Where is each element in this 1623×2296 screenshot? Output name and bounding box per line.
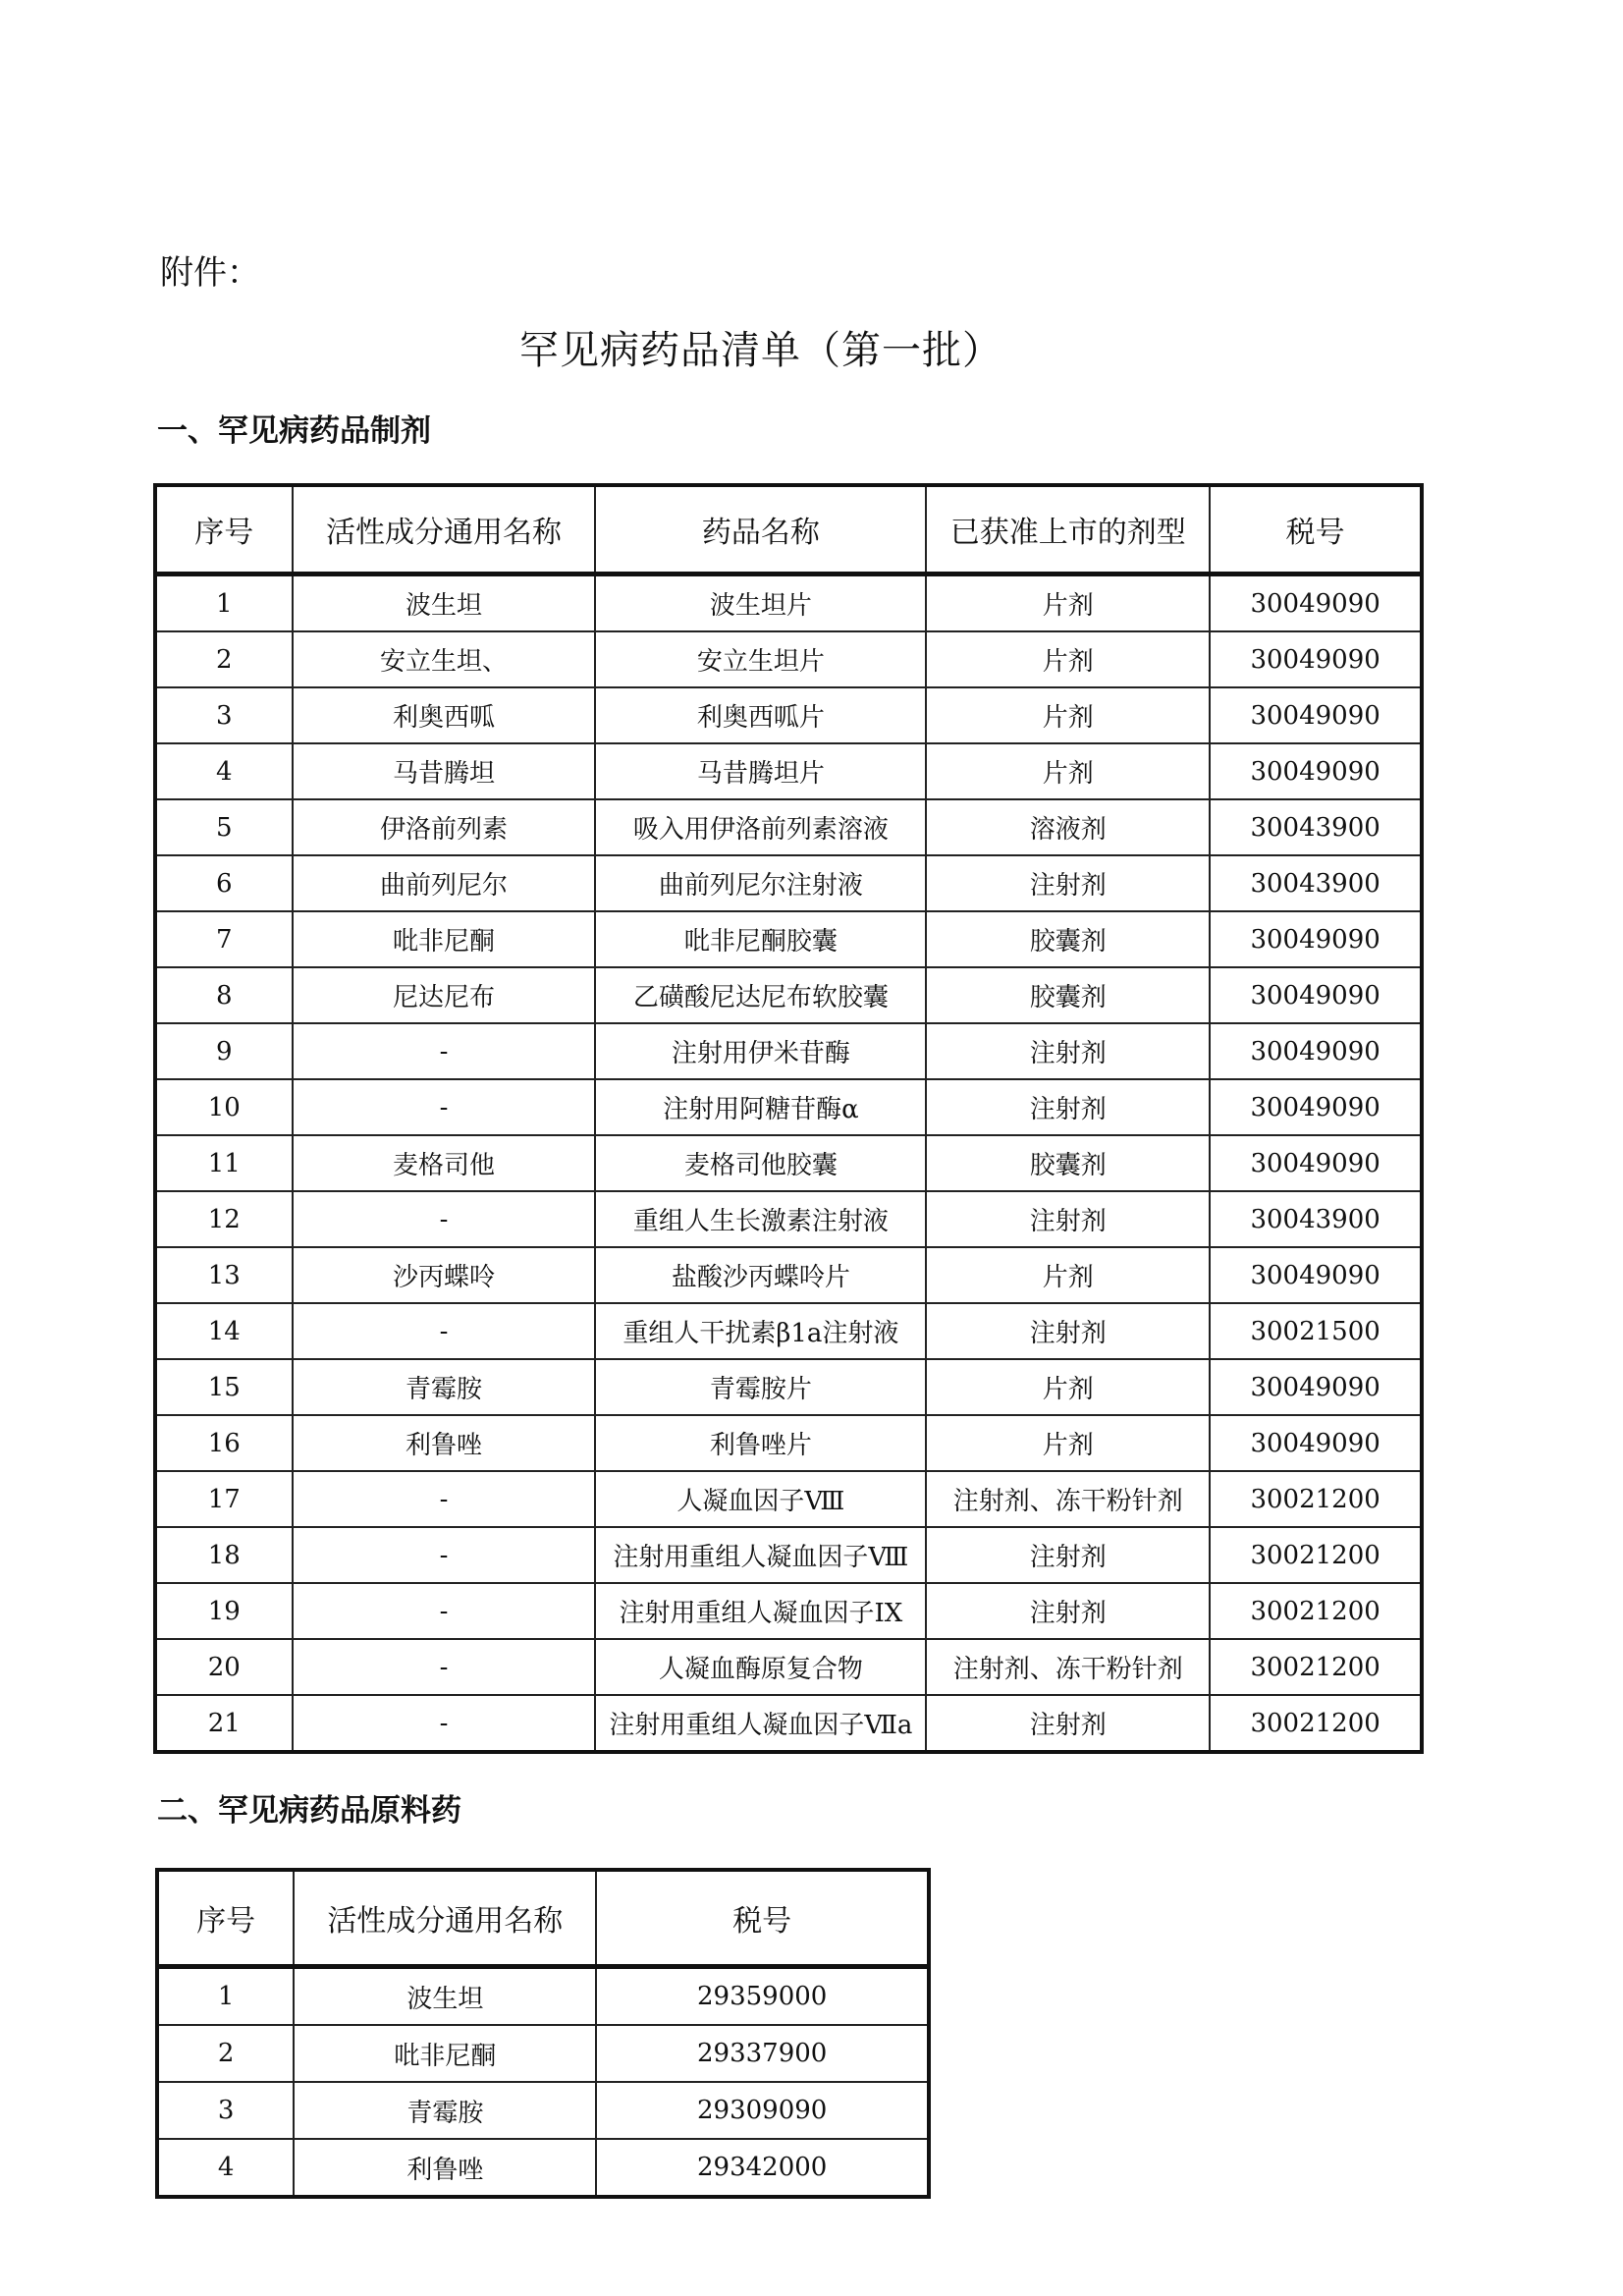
table-cell: 片剂 <box>926 1415 1210 1471</box>
table-cell: 片剂 <box>926 1359 1210 1415</box>
table-cell: 12 <box>155 1191 293 1247</box>
table-cell: 麦格司他 <box>293 1135 596 1191</box>
table-cell: 溶液剂 <box>926 799 1210 855</box>
table-cell: 4 <box>155 743 293 799</box>
table-cell: 利鲁唑 <box>293 1415 596 1471</box>
table-cell: 20 <box>155 1639 293 1695</box>
table-cell: 波生坦 <box>294 1967 596 2026</box>
table-cell: 30049090 <box>1210 574 1422 632</box>
table-cell: 注射剂 <box>926 1023 1210 1079</box>
table-cell: 吡非尼酮 <box>293 911 596 967</box>
table-cell: 10 <box>155 1079 293 1135</box>
table-cell: 吡非尼酮胶囊 <box>595 911 926 967</box>
table-row <box>155 1527 1422 1583</box>
table-row <box>155 1303 1422 1359</box>
table-cell: 30021200 <box>1210 1527 1422 1583</box>
table-header-row <box>155 485 1422 574</box>
table-row <box>155 687 1422 743</box>
raw-materials-table <box>155 1868 931 2199</box>
header-cell: 税号 <box>596 1870 929 1967</box>
table-row <box>155 1695 1422 1752</box>
table-cell: 注射剂 <box>926 1303 1210 1359</box>
table-cell: 安立生坦片 <box>595 631 926 687</box>
table-cell: 尼达尼布 <box>293 967 596 1023</box>
table-row <box>155 799 1422 855</box>
table-cell: - <box>293 1079 596 1135</box>
table-row <box>155 1247 1422 1303</box>
table-cell: 16 <box>155 1415 293 1471</box>
table-cell: 6 <box>155 855 293 911</box>
table-cell: 乙磺酸尼达尼布软胶囊 <box>595 967 926 1023</box>
table-cell: 青霉胺 <box>293 1359 596 1415</box>
table-row <box>157 2139 929 2197</box>
header-cell: 活性成分通用名称 <box>293 485 596 574</box>
header-cell: 税号 <box>1210 485 1422 574</box>
table-cell: 注射用重组人凝血因子IX <box>595 1583 926 1639</box>
table-cell: 片剂 <box>926 574 1210 632</box>
table-cell: 青霉胺 <box>294 2082 596 2139</box>
table-cell: 胶囊剂 <box>926 911 1210 967</box>
table-cell: 吸入用伊洛前列素溶液 <box>595 799 926 855</box>
table-cell: 30021500 <box>1210 1303 1422 1359</box>
table-cell: 波生坦 <box>293 574 596 632</box>
table-cell: 2 <box>157 2025 294 2082</box>
table-cell: 15 <box>155 1359 293 1415</box>
table-cell: 30043900 <box>1210 855 1422 911</box>
table-cell: 利鲁唑片 <box>595 1415 926 1471</box>
table-cell: 30049090 <box>1210 1023 1422 1079</box>
table-cell: 8 <box>155 967 293 1023</box>
table-cell: 胶囊剂 <box>926 967 1210 1023</box>
table-cell: 青霉胺片 <box>595 1359 926 1415</box>
table-cell: 注射剂、冻干粉针剂 <box>926 1639 1210 1695</box>
table-cell: 4 <box>157 2139 294 2197</box>
table-cell: - <box>293 1191 596 1247</box>
header-cell: 已获准上市的剂型 <box>926 485 1210 574</box>
table-cell: 注射剂 <box>926 1079 1210 1135</box>
table-row <box>155 1639 1422 1695</box>
table-row <box>155 574 1422 632</box>
table-cell: 利奥西呱片 <box>595 687 926 743</box>
table-cell: 30049090 <box>1210 631 1422 687</box>
table-cell: 安立生坦、 <box>293 631 596 687</box>
table-cell: 重组人生长激素注射液 <box>595 1191 926 1247</box>
table-cell: 注射剂 <box>926 1695 1210 1752</box>
header-cell: 药品名称 <box>595 485 926 574</box>
table-cell: 胶囊剂 <box>926 1135 1210 1191</box>
table-row <box>157 1967 929 2026</box>
table-cell: 盐酸沙丙蝶呤片 <box>595 1247 926 1303</box>
table-cell: 沙丙蝶呤 <box>293 1247 596 1303</box>
table-cell: 片剂 <box>926 687 1210 743</box>
table-row <box>157 2025 929 2082</box>
table-cell: 30049090 <box>1210 1135 1422 1191</box>
table-cell: 7 <box>155 911 293 967</box>
table-cell: 30049090 <box>1210 1079 1422 1135</box>
table-cell: 注射用重组人凝血因子Ⅷ <box>595 1527 926 1583</box>
header-cell: 序号 <box>155 485 293 574</box>
table-cell: 29309090 <box>596 2082 929 2139</box>
table-cell: 注射用伊米苷酶 <box>595 1023 926 1079</box>
table-cell: 21 <box>155 1695 293 1752</box>
table-cell: 29342000 <box>596 2139 929 2197</box>
table-row <box>155 631 1422 687</box>
section2-heading: 二、罕见病药品原料药 <box>157 1793 461 1829</box>
attachment-label: 附件： <box>160 253 260 293</box>
table-cell: 18 <box>155 1527 293 1583</box>
table-cell: 波生坦片 <box>595 574 926 632</box>
table-row <box>155 1471 1422 1527</box>
table-cell: 片剂 <box>926 631 1210 687</box>
table-cell: - <box>293 1639 596 1695</box>
table-cell: 30049090 <box>1210 1359 1422 1415</box>
table-cell: - <box>293 1695 596 1752</box>
table-cell: 30049090 <box>1210 1415 1422 1471</box>
table-cell: 注射剂、冻干粉针剂 <box>926 1471 1210 1527</box>
table-cell: - <box>293 1583 596 1639</box>
table-row <box>155 1135 1422 1191</box>
table-cell: 14 <box>155 1303 293 1359</box>
table-cell: 曲前列尼尔 <box>293 855 596 911</box>
table-row <box>155 743 1422 799</box>
table-cell: 5 <box>155 799 293 855</box>
table-cell: 1 <box>155 574 293 632</box>
table-cell: 3 <box>155 687 293 743</box>
table-row <box>155 1415 1422 1471</box>
table-cell: 19 <box>155 1583 293 1639</box>
table-cell: 注射剂 <box>926 1191 1210 1247</box>
table-cell: 注射用阿糖苷酶α <box>595 1079 926 1135</box>
table-cell: 1 <box>157 1967 294 2026</box>
table-cell: 2 <box>155 631 293 687</box>
table-cell: - <box>293 1527 596 1583</box>
section1-heading: 一、罕见病药品制剂 <box>157 413 431 449</box>
table-header-row <box>157 1870 929 1967</box>
table-cell: 30049090 <box>1210 687 1422 743</box>
table-cell: 17 <box>155 1471 293 1527</box>
table-cell: 29337900 <box>596 2025 929 2082</box>
table-cell: 片剂 <box>926 1247 1210 1303</box>
table-cell: 吡非尼酮 <box>294 2025 596 2082</box>
table-row <box>155 967 1422 1023</box>
table-cell: 30021200 <box>1210 1583 1422 1639</box>
table-row <box>157 2082 929 2139</box>
table-row <box>155 911 1422 967</box>
table-cell: 30021200 <box>1210 1639 1422 1695</box>
table-cell: 30043900 <box>1210 799 1422 855</box>
table-cell: 3 <box>157 2082 294 2139</box>
table-cell: 人凝血因子Ⅷ <box>595 1471 926 1527</box>
table-cell: 30049090 <box>1210 967 1422 1023</box>
document-title: 罕见病药品清单（第一批） <box>519 328 1002 373</box>
table-cell: 马昔腾坦片 <box>595 743 926 799</box>
table-cell: 11 <box>155 1135 293 1191</box>
table-cell: 注射用重组人凝血因子Ⅶa <box>595 1695 926 1752</box>
table-cell: 人凝血酶原复合物 <box>595 1639 926 1695</box>
table-row <box>155 1079 1422 1135</box>
table-cell: 伊洛前列素 <box>293 799 596 855</box>
table-cell: 13 <box>155 1247 293 1303</box>
header-cell: 活性成分通用名称 <box>294 1870 596 1967</box>
table-cell: 曲前列尼尔注射液 <box>595 855 926 911</box>
table-cell: 30049090 <box>1210 1247 1422 1303</box>
table-cell: 30049090 <box>1210 911 1422 967</box>
table-cell: 30049090 <box>1210 743 1422 799</box>
preparations-table <box>153 483 1424 1754</box>
table-cell: 注射剂 <box>926 855 1210 911</box>
table-cell: 30021200 <box>1210 1471 1422 1527</box>
table-cell: - <box>293 1471 596 1527</box>
table-cell: 利奥西呱 <box>293 687 596 743</box>
table-row <box>155 855 1422 911</box>
table-row <box>155 1191 1422 1247</box>
table-cell: 利鲁唑 <box>294 2139 596 2197</box>
table-cell: - <box>293 1023 596 1079</box>
table-cell: 9 <box>155 1023 293 1079</box>
table-row <box>155 1359 1422 1415</box>
table-cell: 重组人干扰素β1a注射液 <box>595 1303 926 1359</box>
table-cell: 片剂 <box>926 743 1210 799</box>
table-cell: 29359000 <box>596 1967 929 2026</box>
table-row <box>155 1023 1422 1079</box>
table-cell: 麦格司他胶囊 <box>595 1135 926 1191</box>
table-cell: 马昔腾坦 <box>293 743 596 799</box>
table-cell: 注射剂 <box>926 1583 1210 1639</box>
table-row <box>155 1583 1422 1639</box>
header-cell: 序号 <box>157 1870 294 1967</box>
table-cell: 30021200 <box>1210 1695 1422 1752</box>
table-cell: 注射剂 <box>926 1527 1210 1583</box>
table-cell: - <box>293 1303 596 1359</box>
table-cell: 30043900 <box>1210 1191 1422 1247</box>
